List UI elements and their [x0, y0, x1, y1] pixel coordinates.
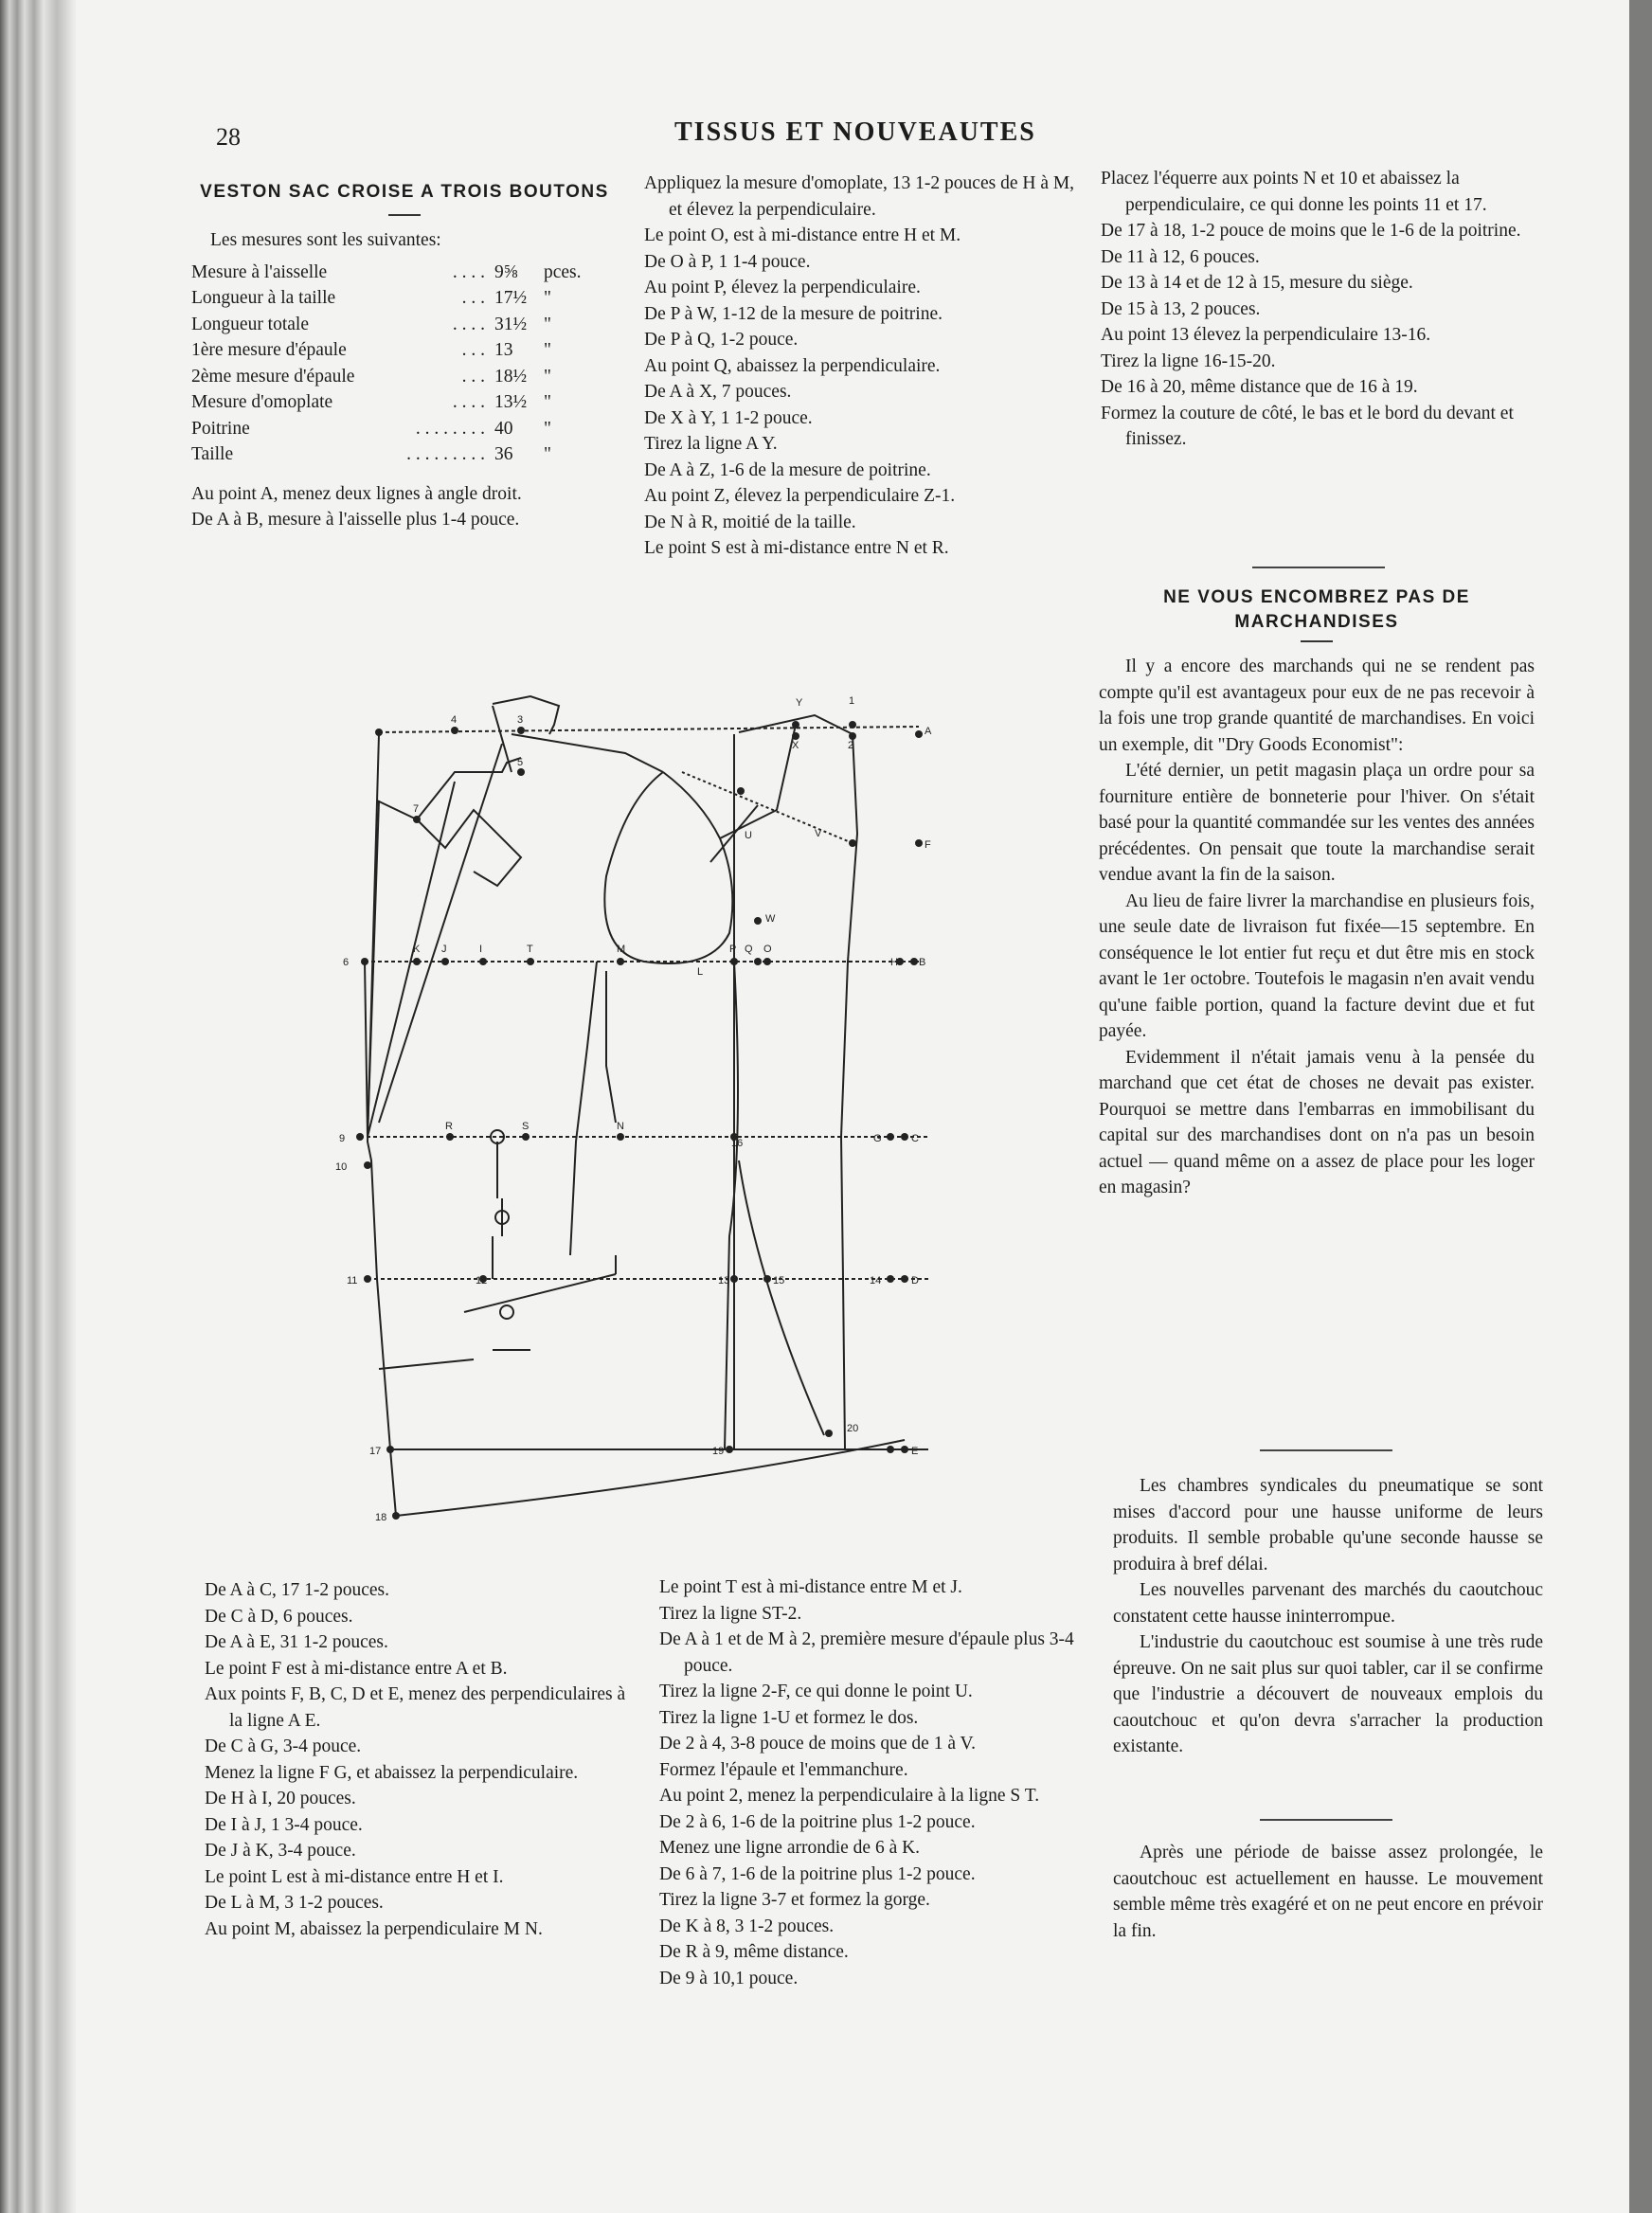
label-G: G	[873, 1133, 882, 1144]
label-3: 3	[517, 714, 524, 726]
paragraph: De K à 8, 3 1-2 pouces.	[659, 1916, 835, 1936]
label-5: 5	[517, 757, 524, 768]
measure-value: 40	[494, 418, 513, 439]
paragraph: De P à Q, 1-2 pouce.	[644, 330, 799, 350]
article-title-marchandises: NE VOUS ENCOMBREZ PAS DE MARCHANDISES	[1163, 587, 1470, 632]
left-column	[191, 180, 618, 533]
book-page-edges	[0, 0, 85, 2213]
label-10: 10	[335, 1161, 348, 1173]
measure-label: Longueur à la taille	[191, 288, 336, 308]
label-15: 15	[773, 1275, 785, 1286]
paragraph: Au point Z, élevez la perpendiculaire Z-1.	[644, 486, 956, 506]
paragraph: Tirez la ligne 16-15-20.	[1101, 351, 1276, 371]
label-E: E	[911, 1446, 919, 1457]
measure-label: 1ère mesure d'épaule	[191, 340, 347, 360]
left-paragraphs	[191, 481, 618, 533]
paragraph: Les nouvelles parvenant des marchés du caoutchouc constatent cette hausse ininterrompue.	[1113, 1580, 1543, 1627]
measure-value: 36	[494, 444, 513, 464]
label-H: H	[890, 957, 898, 968]
label-U: U	[745, 830, 752, 841]
label-D: D	[911, 1275, 919, 1286]
label-I: I	[479, 944, 483, 955]
paragraph: Le point T est à mi-distance entre M et J.	[659, 1577, 962, 1597]
paragraph: De P à W, 1-12 de la mesure de poitrine.	[644, 303, 943, 324]
label-M: M	[617, 944, 626, 955]
news-column-a	[1113, 1473, 1543, 1760]
paragraph: Après une période de baisse assez prolongée, le caoutchouc est actuellement en hausse. Le mouvement semble même très exagéré et on ne peut encore en prévoir la fin.	[1113, 1843, 1543, 1941]
label-19: 19	[712, 1446, 725, 1457]
measure-dots: . . .	[461, 366, 485, 387]
paragraph: Formez la couture de côté, le bas et le bord du devant et finissez.	[1101, 403, 1514, 449]
label-16: 16	[731, 1138, 744, 1149]
paragraph: Le point S est à mi-distance entre N et R.	[644, 538, 949, 558]
label-A: A	[925, 726, 932, 737]
label-Q: Q	[745, 944, 753, 955]
label-2: 2	[848, 740, 854, 751]
paragraph: L'été dernier, un petit magasin plaça un ordre pour sa fourniture entière de bonneterie pour l'hiver. On s'était basé pour la quantité commandée sur les ventes des années précédentes. On pensait que toute la marchandise serait vendue avant la fin de la saison.	[1099, 761, 1535, 885]
news-column-b	[1113, 1840, 1543, 1944]
measure-value: 31½	[494, 314, 528, 334]
measure-dots: . . . .	[452, 261, 485, 282]
label-N: N	[617, 1121, 624, 1132]
paragraph: De R à 9, même distance.	[659, 1942, 849, 1962]
measure-unit: "	[544, 418, 551, 439]
measure-label: Taille	[191, 444, 234, 464]
paragraph: De C à D, 6 pouces.	[205, 1606, 353, 1627]
paragraph: De 2 à 4, 3-8 pouce de moins que de 1 à V.	[659, 1734, 976, 1754]
measure-label: 2ème mesure d'épaule	[191, 366, 355, 387]
label-R: R	[445, 1121, 453, 1132]
running-title: TISSUS ET NOUVEAUTES	[674, 117, 1036, 147]
paragraph: De A à Z, 1-6 de la mesure de poitrine.	[644, 459, 931, 480]
measure-unit: "	[544, 340, 551, 360]
label-S: S	[522, 1121, 530, 1132]
measure-dots: . . . .	[452, 314, 485, 334]
separator-rule	[1260, 1819, 1392, 1821]
label-C: C	[911, 1133, 919, 1144]
paragraph: De N à R, moitié de la taille.	[644, 512, 856, 532]
paragraph: De 11 à 12, 6 pouces.	[1101, 246, 1260, 267]
label-O: O	[763, 944, 772, 955]
label-6: 6	[343, 957, 350, 968]
paragraph: De A à 1 et de M à 2, première mesure d'épaule plus 3-4 pouce.	[659, 1629, 1074, 1676]
label-V: V	[815, 828, 822, 839]
paragraph: Au point Q, abaissez la perpendiculaire.	[644, 355, 941, 376]
measure-dots: . . . . . . . . .	[406, 444, 485, 464]
paragraph: De 13 à 14 et de 12 à 15, mesure du siège.	[1101, 273, 1413, 293]
paragraph: De J à K, 3-4 pouce.	[205, 1841, 356, 1861]
label-Y: Y	[796, 697, 803, 709]
paragraph: Evidemment il n'était jamais venu à la pensée du marchand que cet état de choses ne devait pas exister. Pourquoi se mettre dans l'embarras en immobilisant du capital sur des marchandises dont on n'a pas un besoin actuel — quand même on a assez de place pour les loger en magasin?	[1099, 1047, 1535, 1197]
measure-value: 13½	[494, 392, 528, 412]
label-T: T	[527, 944, 533, 955]
measure-value: 13	[494, 340, 513, 360]
measure-row	[191, 260, 582, 286]
veston-pattern-diagram	[322, 668, 966, 1539]
paragraph: Au point P, élevez la perpendiculaire.	[644, 278, 921, 297]
label-F: F	[925, 839, 931, 851]
measures-intro: Les mesures sont les suivantes:	[210, 230, 441, 250]
right-top-column	[1101, 166, 1531, 453]
paragraph: Placez l'équerre aux points N et 10 et abaissez la perpendiculaire, ce qui donne les points 11 et 17.	[1101, 169, 1487, 215]
measure-unit: "	[544, 392, 551, 412]
measure-unit: pces.	[544, 261, 582, 282]
measure-value: 18½	[494, 366, 528, 387]
paragraph: Le point L est à mi-distance entre H et I.	[205, 1866, 504, 1887]
paragraph: Le point O, est à mi-distance entre H et M.	[644, 225, 961, 245]
bottom-middle-column	[659, 1574, 1091, 1991]
paragraph: Tirez la ligne 1-U et formez le dos.	[659, 1707, 919, 1728]
separator-rule	[1260, 1449, 1392, 1451]
measure-dots: . . .	[461, 340, 485, 360]
measure-value: 17½	[494, 288, 528, 308]
paragraph: De 6 à 7, 1-6 de la poitrine plus 1-2 pouce.	[659, 1863, 976, 1884]
paragraph: Au lieu de faire livrer la marchandise en plusieurs fois, une seule date de livraison fut fixée—15 septembre. En conséquence le lot entier fut reçu et dut être mis en stock avant le 1er octobre. Toutefois le magasin n'en avait vendu qu'une faible portion, quand la facture devint due et fut payée.	[1099, 891, 1535, 1041]
paragraph: Aux points F, B, C, D et E, menez des perpendiculaires à la ligne A E.	[205, 1684, 626, 1731]
paragraph: De 15 à 13, 2 pouces.	[1101, 298, 1261, 319]
label-1: 1	[849, 695, 855, 707]
measure-unit: "	[544, 288, 551, 308]
label-9: 9	[339, 1133, 346, 1144]
measure-row	[191, 285, 582, 312]
title-rule	[388, 214, 421, 216]
paragraph: Au point 13 élevez la perpendiculaire 13-16.	[1101, 325, 1431, 345]
measure-row	[191, 312, 582, 338]
label-7: 7	[413, 803, 420, 815]
paragraph: Les chambres syndicales du pneumatique se sont mises d'accord pour une hausse uniforme de leurs produits. Il semble probable qu'une seconde hausse se produira à bref délai.	[1113, 1476, 1543, 1574]
measure-dots: . . . . . . . .	[415, 418, 485, 439]
label-W: W	[765, 913, 776, 925]
label-11: 11	[347, 1275, 358, 1286]
measure-row	[191, 364, 582, 390]
measure-unit: "	[544, 444, 551, 464]
paragraph: Le point F est à mi-distance entre A et B.	[205, 1658, 508, 1679]
article-title-veston: VESTON SAC CROISE A TROIS BOUTONS	[200, 182, 609, 202]
paragraph: Au point 2, menez la perpendiculaire à la ligne S T.	[659, 1786, 1040, 1806]
label-X: X	[792, 740, 799, 751]
paragraph: Au point M, abaissez la perpendiculaire M N.	[205, 1918, 543, 1939]
measure-dots: . . .	[461, 288, 485, 308]
title-rule	[1301, 640, 1333, 642]
paragraph: De X à Y, 1 1-2 pouce.	[644, 407, 813, 428]
label-K: K	[413, 944, 421, 955]
measure-row	[191, 441, 582, 468]
paragraph: De I à J, 1 3-4 pouce.	[205, 1814, 363, 1835]
paragraph: De O à P, 1 1-4 pouce.	[644, 251, 811, 272]
paragraph: De A à B, mesure à l'aisselle plus 1-4 pouce.	[191, 510, 520, 530]
paragraph: Tirez la ligne 3-7 et formez la gorge.	[659, 1890, 930, 1910]
measure-label: Poitrine	[191, 418, 250, 439]
paragraph: Formez l'épaule et l'emmanchure.	[659, 1759, 908, 1780]
paragraph: Il y a encore des marchands qui ne se rendent pas compte qu'il est avantageux pour eux de ne pas recevoir à la fois une trop grande quantité de marchandises. En voici un exemple, dit "Dry Goods Economist":	[1099, 657, 1535, 755]
paragraph: De 17 à 18, 1-2 pouce de moins que le 1-6 de la poitrine.	[1101, 221, 1521, 241]
paragraph: Menez la ligne F G, et abaissez la perpendiculaire.	[205, 1762, 579, 1783]
paragraph: De 16 à 20, même distance que de 16 à 19.	[1101, 377, 1418, 397]
measure-label: Mesure d'omoplate	[191, 392, 333, 412]
measures-table	[191, 260, 582, 468]
measure-label: Longueur totale	[191, 314, 309, 334]
label-L: L	[697, 966, 704, 978]
bottom-left-column	[205, 1577, 631, 1942]
paragraph: Tirez la ligne 2-F, ce qui donne le point U.	[659, 1682, 973, 1701]
label-12: 12	[476, 1275, 488, 1286]
paragraph: De H à I, 20 pouces.	[205, 1789, 356, 1808]
paragraph: De 9 à 10,1 pouce.	[659, 1968, 799, 1988]
label-20: 20	[847, 1423, 859, 1434]
label-B: B	[919, 957, 926, 968]
paragraph: Au point A, menez deux lignes à angle droit.	[191, 483, 522, 504]
measure-dots: . . . .	[452, 392, 485, 412]
paragraph: De L à M, 3 1-2 pouces.	[205, 1893, 384, 1913]
label-4: 4	[451, 714, 458, 726]
separator-rule	[1252, 567, 1385, 568]
paragraph: De A à C, 17 1-2 pouces.	[205, 1580, 389, 1600]
middle-top-column	[644, 171, 1082, 562]
paragraph: De A à E, 31 1-2 pouces.	[205, 1632, 388, 1652]
paragraph: De A à X, 7 pouces.	[644, 382, 792, 402]
article-column	[1099, 585, 1535, 1201]
measure-unit: "	[544, 366, 551, 387]
label-P: P	[729, 944, 737, 955]
measure-unit: "	[544, 314, 551, 334]
paragraph: Appliquez la mesure d'omoplate, 13 1-2 pouces de H à M, et élevez la perpendiculaire.	[644, 173, 1075, 220]
label-J: J	[441, 944, 447, 955]
paragraph: Tirez la ligne A Y.	[644, 434, 778, 454]
measure-value: 9⅝	[494, 261, 518, 282]
scan-border	[1629, 0, 1652, 2213]
measure-row	[191, 337, 582, 364]
label-13: 13	[718, 1275, 730, 1286]
paragraph: De 2 à 6, 1-6 de la poitrine plus 1-2 pouce.	[659, 1811, 976, 1832]
label-14: 14	[870, 1275, 882, 1286]
label-18: 18	[375, 1512, 387, 1523]
label-17: 17	[369, 1446, 382, 1457]
paragraph: Tirez la ligne ST-2.	[659, 1603, 802, 1624]
measure-label: Mesure à l'aisselle	[191, 261, 328, 282]
paragraph: L'industrie du caoutchouc est soumise à une très rude épreuve. On ne sait plus sur quoi tabler, car il se confirme que l'industrie a découvert de nouveaux emplois du caoutchouc et qu'on devra s'arracher la production existante.	[1113, 1632, 1543, 1756]
paragraph: Menez une ligne arrondie de 6 à K.	[659, 1838, 921, 1858]
page-number: 28	[216, 123, 241, 151]
measure-row	[191, 416, 582, 442]
measure-row	[191, 389, 582, 416]
paragraph: De C à G, 3-4 pouce.	[205, 1736, 362, 1756]
